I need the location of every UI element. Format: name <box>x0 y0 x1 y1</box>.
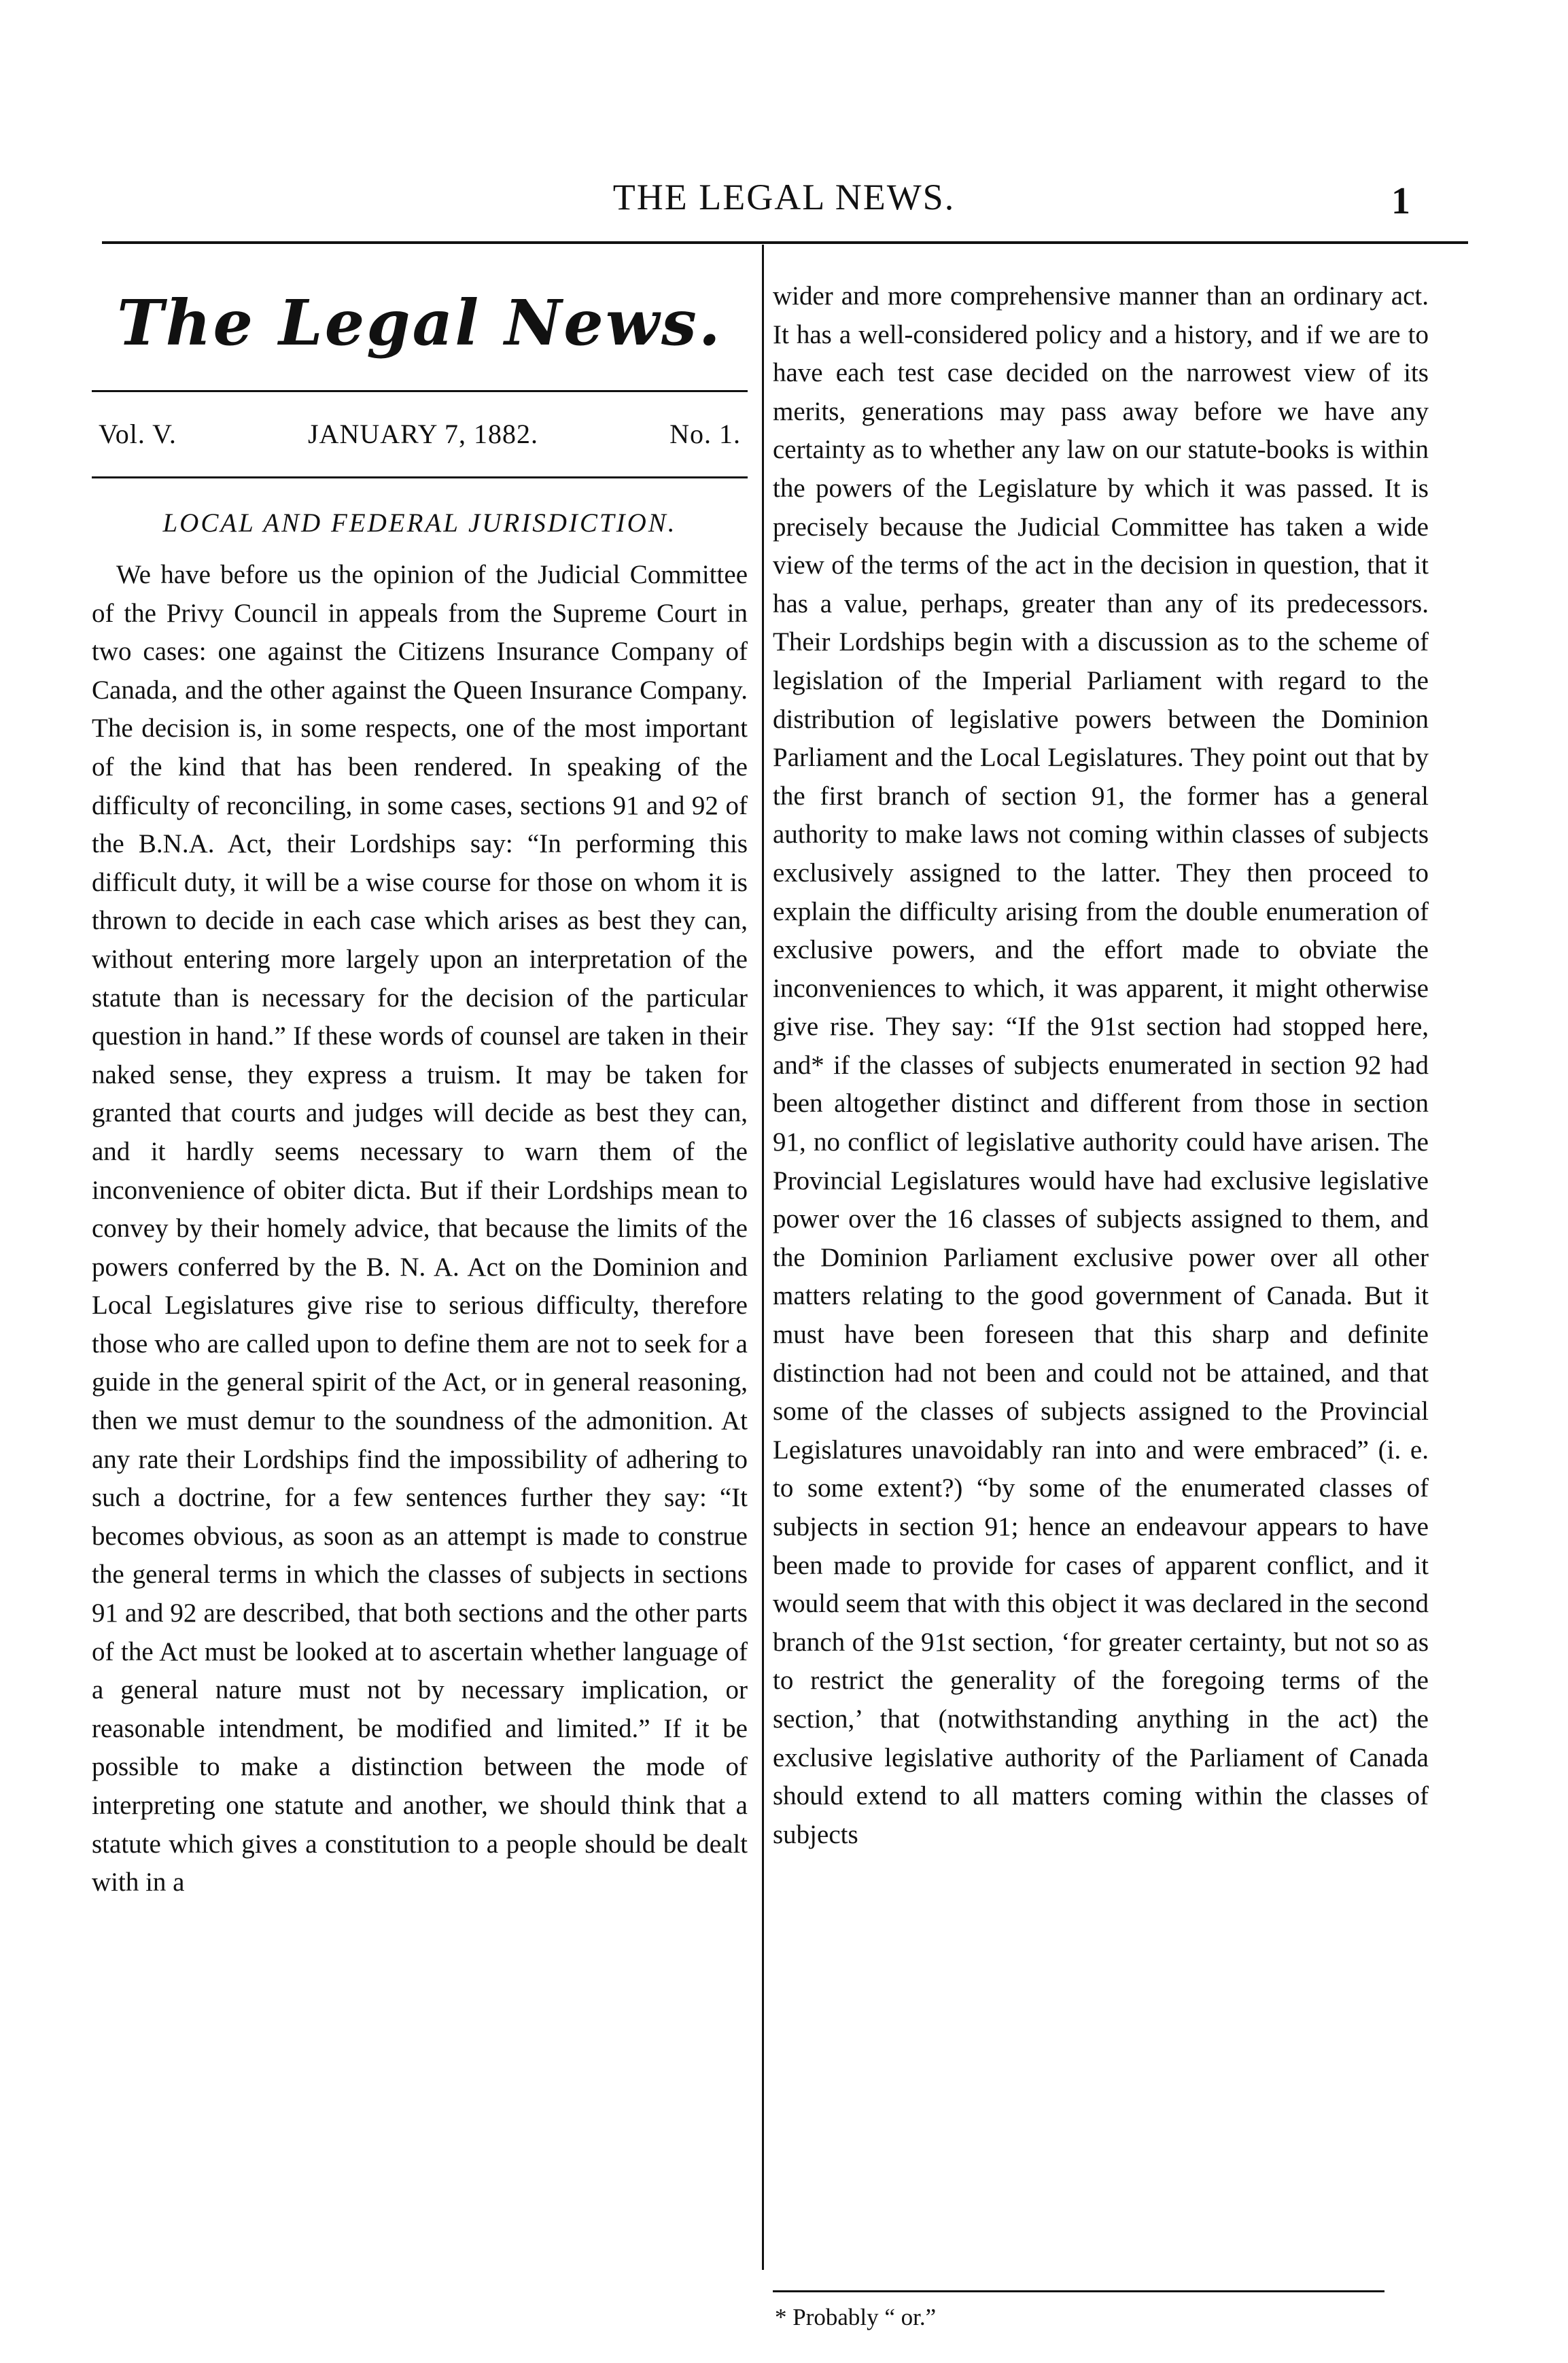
running-title: THE LEGAL NEWS. <box>612 177 956 217</box>
footnote-rule <box>773 2290 1384 2292</box>
footnote: * Probably “ or.” <box>775 2304 937 2330</box>
header-rule <box>102 241 1468 244</box>
volume-label: Vol. V. <box>99 419 177 449</box>
article-text-right: wider and more comprehensive manner than an ordinary act. It has a well-considered policy and a history, and if we are to have each test case decided on the narrowest view of its merits, generations may pass away before we have any certainty as to whether any law on our statute-books is within the powers of the Legislature by which it was passed. It is precisely because the Judicial Committee has taken a wide view of the terms of the act in the decision in question, that it has a value, perhaps, greater than any of its predecessors. Their Lordships begin with a discussion as to the scheme of legislation of the Imperial Parliament with regard to the distribution of legislative powers between the Dominion Parliament and the Local Legislatures. They point out that by the first branch of section 91, the former has a general authority to make laws not coming within classes of subjects exclusively assigned to the latter. They then proceed to explain the difficulty arising from the double enumeration of exclusive powers, and the effort made to obviate the inconveniences to which, it was apparent, it might otherwise give rise. They say: “If the 91st section had stopped here, and* if the classes of subjects enumerated in section 92 had been altogether distinct and different from those in section 91, no conflict of legislative authority could have arisen. The Provincial Legislatures would have had exclusive legislative power over the 16 classes of subjects assigned to them, and the Dominion Parliament exclusive power over all other matters relating to the good government of Canada. But it must have been foreseen that this sharp and definite distinction had not been and could not be attained, and that some of the classes of subjects assigned to the Provincial Legislatures unavoidably ran into and were embraced” (i. e. to some extent?) “by some of the enumerated classes of subjects in section 91; hence an endeavour appears to have been made to provide for cases of apparent conflict, and it would seem that with this object it was declared in the second branch of the 91st section, ‘for greater certainty, but not so as to restrict the generality of the foregoing terms of the section,’ that (notwithstanding anything in the act) the exclusive legislative authority of the Parliament of Canada should extend to all matters coming within the classes of subjects <box>773 281 1429 1849</box>
article-text-left: We have before us the opinion of the Judicial Committee of the Privy Council in appeals from the Supreme Court in two cases: one against the Citizens Insurance Company of Canada, and the other against the Queen Insurance Company. The decision is, in some respects, one of the most important of the kind that has been rendered. In speaking of the difficulty of reconciling, in some cases, sections 91 and 92 of the B.N.A. Act, their Lordships say: “In performing this difficult duty, it will be a wise course for those on whom it is thrown to decide in each case which arises as best they can, without entering more largely upon an interpretation of the statute than is necessary for the decision of the particular question in hand.” If these words of counsel are taken in their naked sense, they express a truism. It may be taken for granted that courts and judges will decide as best they can, and it hardly seems necessary to warn them of the inconvenience of obiter dicta. But if their Lordships mean to convey by their homely advice, that because the limits of the powers conferred by the B. N. A. Act on the Dominion and Local Legislatures give rise to serious difficulty, therefore those who are called upon to define them are not to seek for a guide in the general spirit of the Act, or in general reasoning, then we must demur to the soundness of the admonition. At any rate their Lordships find the impossibility of adhering to such a doctrine, for a few sentences further they say: “It becomes obvious, as soon as an attempt is made to construe the general terms in which the classes of subjects in sections 91 and 92 are described, that both sections and the other parts of the Act must be looked at to ascertain whether language of a general nature must not by necessary implication, or reasonable intendment, be modified and limited.” If it be possible to make a distinction between the mode of interpreting one statute and another, we should think that a statute which gives a constitution to a people should be dealt with in a <box>92 560 748 1897</box>
masthead-rule-bottom <box>92 476 748 478</box>
issue-line <box>92 402 748 467</box>
running-head <box>0 170 1568 224</box>
issue-date: JANUARY 7, 1882. <box>307 419 538 449</box>
masthead-title: The Legal News. <box>117 286 722 360</box>
left-column <box>92 251 748 2283</box>
page-number: 1 <box>1391 180 1410 222</box>
article-title: LOCAL AND FEDERAL JURISDICTION. <box>162 508 677 538</box>
issue-number: No. 1. <box>669 419 741 449</box>
masthead-rule-top <box>92 390 748 392</box>
right-column <box>773 277 1429 2309</box>
column-divider <box>762 245 764 2270</box>
